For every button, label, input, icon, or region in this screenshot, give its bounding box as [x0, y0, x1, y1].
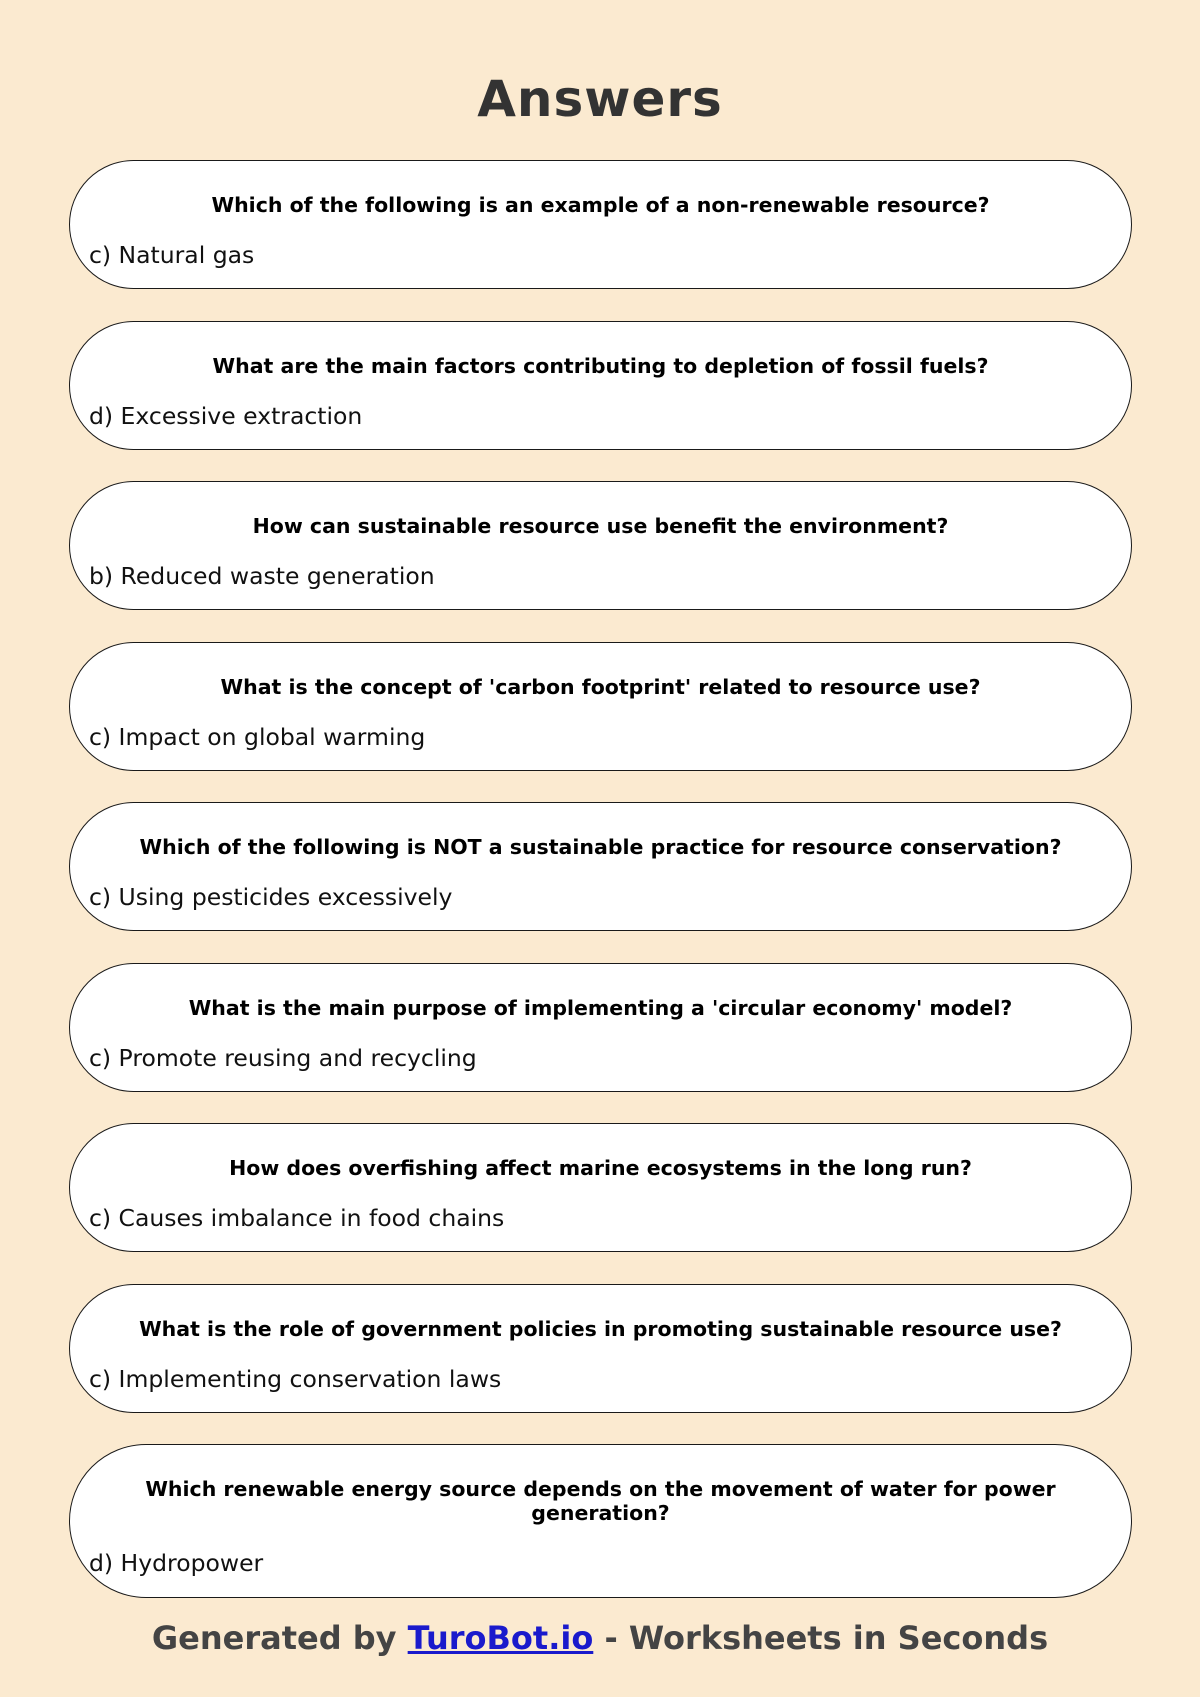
answer-card	[69, 642, 1132, 771]
page-title: Answers	[477, 70, 723, 128]
answer-text: b) Reduced waste generation	[89, 562, 435, 590]
answer-card	[69, 963, 1132, 1092]
answer-card	[69, 1123, 1132, 1252]
answer-text: c) Using pesticides excessively	[89, 883, 453, 911]
question-text: What are the main factors contributing to depletion of fossil fuels?	[212, 353, 989, 378]
answer-card	[69, 160, 1132, 289]
answer-card	[69, 802, 1132, 931]
answer-text: c) Promote reusing and recycling	[89, 1043, 477, 1072]
answer-text: c) Impact on global warming	[89, 722, 426, 751]
answer-text: c) Implementing conservation laws	[89, 1364, 502, 1393]
question-text: Which of the following is NOT a sustainable practice for resource conservation?	[139, 835, 1062, 859]
answer-list	[69, 160, 1132, 1630]
answer-text: d) Hydropower	[89, 1549, 264, 1577]
footer-suffix: - Worksheets in Seconds	[593, 1619, 1049, 1657]
question-text: How can sustainable resource use benefit the environment?	[252, 514, 949, 538]
question-text: What is the role of government policies in promoting sustainable resource use?	[139, 1316, 1062, 1341]
answer-card	[69, 321, 1132, 450]
footer	[0, 1618, 1200, 1658]
question-text: How does overfishing affect marine ecosystems in the long run?	[229, 1156, 972, 1180]
question-text: Which renewable energy source depends on the movement of water for power generation?	[145, 1477, 1056, 1525]
turobot-link[interactable]: TuroBot.io	[407, 1619, 594, 1657]
answer-text: d) Excessive extraction	[89, 401, 363, 430]
answer-text: c) Causes imbalance in food chains	[89, 1204, 505, 1232]
question-text: What is the concept of 'carbon footprint' related to resource use?	[220, 674, 981, 699]
question-text: What is the main purpose of implementing a 'circular economy' model?	[188, 995, 1013, 1020]
footer-prefix: Generated by	[151, 1619, 408, 1657]
answer-card	[69, 1444, 1132, 1598]
answer-text: c) Natural gas	[89, 241, 255, 269]
question-text: Which of the following is an example of a non-renewable resource?	[211, 193, 990, 217]
answer-card	[69, 1284, 1132, 1413]
answer-card	[69, 481, 1132, 610]
